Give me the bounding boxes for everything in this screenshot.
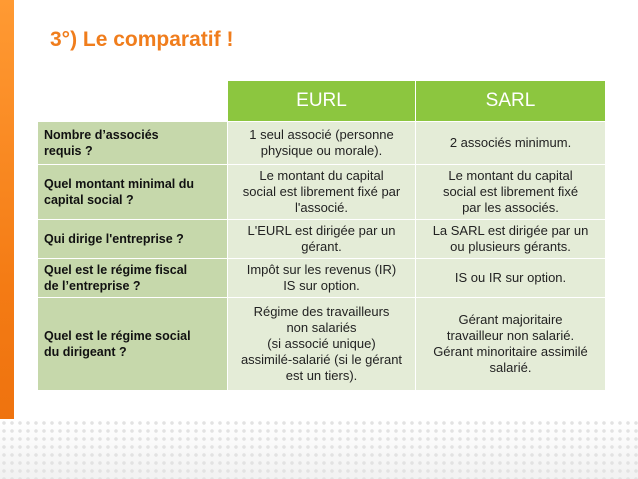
row-label: Quel montant minimal du capital social ?	[38, 165, 228, 220]
row-label: Qui dirige l'entreprise ?	[38, 220, 228, 259]
eurl-cell: 1 seul associé (personne physique ou morale).	[228, 122, 416, 165]
header-sarl: SARL	[416, 81, 606, 122]
eurl-cell: L'EURL est dirigée par un gérant.	[228, 220, 416, 259]
sarl-cell: Gérant majoritaire travailleur non salarié. Gérant minoritaire assimilé salarié.	[416, 298, 606, 391]
sarl-cell: 2 associés minimum.	[416, 122, 606, 165]
table-row	[38, 298, 606, 391]
header-empty-cell	[38, 81, 228, 122]
table-header-row	[38, 81, 606, 122]
sarl-cell: IS ou IR sur option.	[416, 259, 606, 298]
dotted-footer-band	[0, 419, 638, 479]
eurl-cell: Le montant du capital social est librement fixé par l'associé.	[228, 165, 416, 220]
left-accent-bar	[0, 0, 14, 479]
row-label: Nombre d’associés requis ?	[38, 122, 228, 165]
table-row	[38, 259, 606, 298]
slide-title: 3°) Le comparatif !	[50, 28, 234, 51]
table-row	[38, 165, 606, 220]
sarl-cell: La SARL est dirigée par un ou plusieurs gérants.	[416, 220, 606, 259]
row-label: Quel est le régime fiscal de l’entreprise ?	[38, 259, 228, 298]
table-row	[38, 122, 606, 165]
table-row	[38, 220, 606, 259]
header-eurl: EURL	[228, 81, 416, 122]
sarl-cell: Le montant du capital social est librement fixé par les associés.	[416, 165, 606, 220]
row-label: Quel est le régime social du dirigeant ?	[38, 298, 228, 391]
comparison-table	[37, 80, 606, 391]
eurl-cell: Impôt sur les revenus (IR) IS sur option.	[228, 259, 416, 298]
eurl-cell: Régime des travailleurs non salariés (si associé unique) assimilé-salarié (si le gérant est un tiers).	[228, 298, 416, 391]
